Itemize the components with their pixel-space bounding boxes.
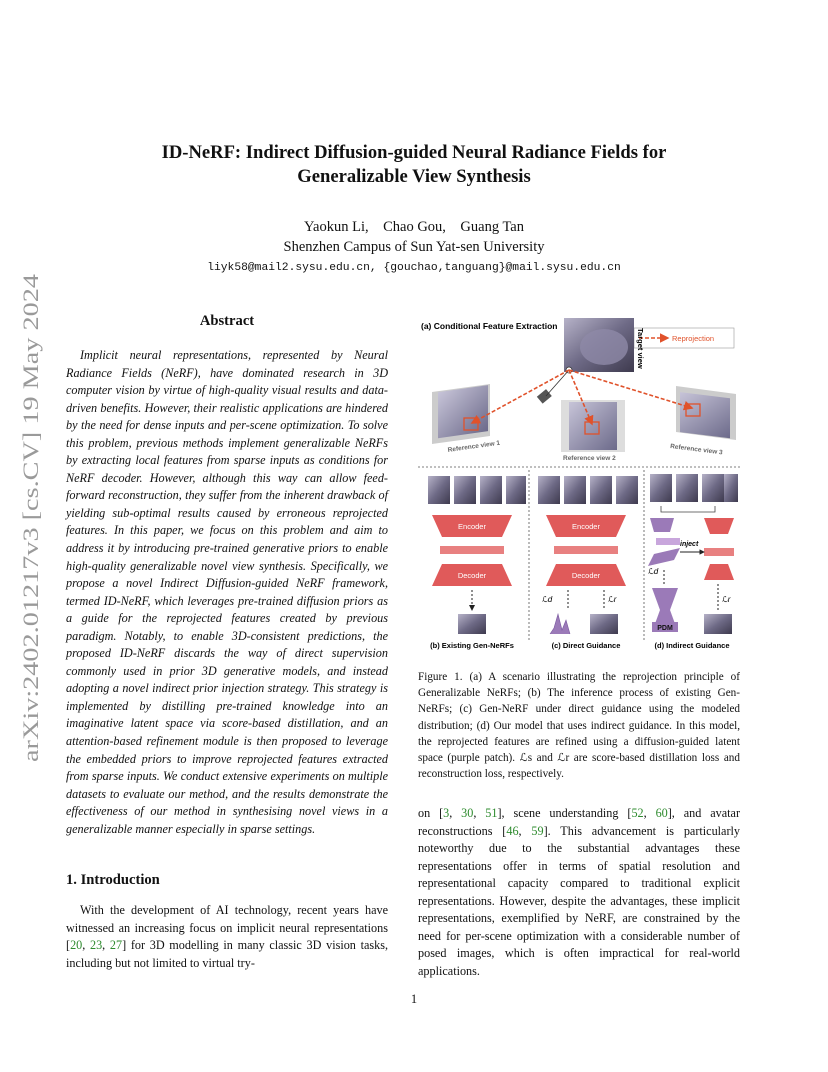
ref-view-2-image: [569, 402, 617, 450]
citation-link[interactable]: 27: [109, 938, 123, 953]
author-list: Yaokun Li, Chao Gou, Guang Tan: [304, 219, 524, 235]
affiliation: Shenzhen Campus of Sun Yat-sen University: [283, 239, 545, 255]
citation-link[interactable]: 52: [631, 806, 644, 820]
citation-link[interactable]: 23: [89, 938, 103, 953]
input-thumbnail: [564, 476, 586, 504]
decoder-label: Decoder: [457, 571, 487, 580]
feature-bar: [704, 548, 734, 556]
feature-bar: [656, 538, 680, 545]
target-view-label: Target view: [636, 328, 645, 369]
intro-text: With the development of AI technology, recent years have witnessed an increasing focus on implicit neural representations [: [66, 903, 388, 953]
ref-view-3-label: Reference view 3: [669, 443, 723, 457]
output-thumbnail: [458, 614, 486, 634]
input-thumbnail: [702, 474, 724, 502]
loss-d-label: ℒd: [648, 567, 659, 576]
intro-body: [66, 902, 388, 972]
ref-view-1-label: Reference view 1: [447, 439, 501, 454]
abstract-text: Implicit neural representations, represented by Neural Radiance Fields (NeRF), have dominated research in 3D computer vision by virtue of high-quality visual results and data-driven benefits. However, their realistic applications are hindered by the need for dense inputs and per-scene optimization. To solve this problem, previous methods implement generalizable NeRFs by extracting local features from sparse inputs as conditions for NeRF decoder. However, although this way can allow feed-forward reconstruction, they suffer from the inherent drawback of yielding sub-optimal results caused by erroneous reprojected features. In this paper, we focus on this problem and aim to address it by introducing pre-trained generative priors to enable high-quality generalizable novel view synthesis. Specifically, we propose a novel Indirect Diffusion-guided NeRF framework, termed ID-NeRF, which leverages pre-trained diffusion priors as a guide for the reprojected features created by previous paradigm. Notably, to enable 3D-consistent predictions, the proposed ID-NeRF discards the way of direct supervision commonly used in prior 3D generative models, and instead adopting a novel indirect prior injection strategy. This strategy is implemented by distilling pre-trained knowledge into an imaginative latent space via score-based distillation, and an attention-based refinement module is then proposed to leverage the embedded priors to improve reprojected features extracted from sparse inputs. We conduct extensive experiments on multiple datasets to evaluate our method, and the results demonstrate the effectiveness of our method in synthesising novel views in a generalizable manner especially in sparse settings.: [66, 348, 388, 836]
page-number: 1: [410, 992, 418, 1006]
arxiv-side-stamp: [8, 270, 48, 770]
abstract-heading: Abstract: [199, 313, 255, 329]
citation-link[interactable]: 51: [485, 806, 498, 820]
input-thumbnail: [590, 476, 612, 504]
citation-sep: ,: [473, 806, 486, 820]
body-text: ], scene understanding [: [497, 806, 632, 820]
input-thumbnail: [454, 476, 476, 504]
body-text: on [: [418, 806, 444, 820]
citation-link[interactable]: 20: [70, 938, 83, 953]
loss-d-label: ℒd: [542, 595, 553, 604]
panel-b-label: (b) Existing Gen-NeRFs: [430, 641, 514, 650]
intro-text: ] for 3D modelling in many classic 3D vision tasks, including but not limited to virtual try-: [66, 938, 388, 970]
panel-a-label: (a) Conditional Feature Extraction: [421, 321, 558, 331]
input-thumbnail: [724, 474, 738, 502]
latent-patch: [648, 548, 680, 566]
encoder-block: [704, 518, 734, 534]
author-emails: liyk58@mail2.sysu.edu.cn, {gouchao,tanguang}@mail.sysu.edu.cn: [207, 262, 621, 274]
pdm-label: PDM: [657, 625, 673, 632]
camera-ray: [546, 370, 569, 396]
panel-b: [428, 476, 526, 650]
figure-caption: Figure 1. (a) A scenario illustrating the reprojection principle of Generalizable NeRFs; (b) The inference process of existing Gen-NeRFs; (c) Gen-NeRF under direct guidance using the modeled distribution; (d) Our model that uses indirect guidance. In this model, the reprojected features are refined using a diffusion-guided latent space (purple patch). ℒs and ℒr are score-based distillation loss and reconstruction loss, respectively.: [418, 671, 740, 781]
paper-title: [60, 141, 768, 189]
input-thumbnail: [480, 476, 502, 504]
decoder-label: Decoder: [571, 571, 601, 580]
citation-link[interactable]: 30: [461, 806, 474, 820]
intro-paragraph: [66, 902, 388, 972]
citation-sep: ,: [102, 938, 110, 953]
arxiv-id: arXiv:2402.01217v3 [cs.CV] 19 May 2024: [18, 373, 43, 762]
encoder-label: Encoder: [458, 522, 486, 531]
panel-d: [648, 474, 738, 650]
legend-reprojection-label: Reprojection: [672, 334, 715, 343]
feature-bar: [554, 546, 618, 554]
citation-sep: ,: [82, 938, 90, 953]
ref-view-1-image: [438, 385, 488, 438]
bracket: [661, 506, 715, 512]
citation-link[interactable]: 59: [531, 823, 544, 838]
input-thumbnail: [650, 474, 672, 502]
abstract-body: [66, 347, 388, 838]
distribution-plot: [550, 614, 570, 634]
panel-c-label: (c) Direct Guidance: [551, 641, 621, 650]
citation-sep: ,: [449, 806, 462, 820]
citation-link[interactable]: 46: [506, 823, 519, 838]
intro-heading: 1. Introduction: [66, 872, 160, 888]
encoder-block: [650, 518, 674, 532]
panel-d-label: (d) Indirect Guidance: [654, 641, 730, 650]
citation-link[interactable]: 60: [655, 806, 668, 820]
loss-r-label: ℒr: [608, 595, 617, 604]
title-line-1: ID-NeRF: Indirect Diffusion-guided Neural Radiance Fields for: [161, 142, 667, 163]
ref-view-2-label: Reference view 2: [563, 455, 616, 462]
intro-continuation: [418, 805, 740, 980]
figure-1: [418, 314, 740, 654]
encoder-label: Encoder: [572, 522, 600, 531]
body-text: ]. This advancement is particularly noteworthy due to the substantial advantages these representations offer in terms of spatial resolution and representational capacity compared to traditional explicit representations. However, despite the advantages, these implicit representations, exemplified by NeRF, are constrained by the need for per-scene optimization with a considerable number of posed images, which is often impractical for real-world applications.: [418, 823, 741, 978]
right-column-body: [418, 805, 740, 980]
panel-c: [538, 476, 638, 650]
camera-icon: [537, 389, 552, 404]
title-line-2: Generalizable View Synthesis: [297, 166, 531, 187]
body-text: ], and avatar reconstructions [: [418, 806, 740, 838]
decoder-block: [704, 564, 734, 580]
target-view-image: [580, 329, 628, 365]
citation-link[interactable]: 3: [443, 806, 450, 820]
input-thumbnail: [676, 474, 698, 502]
citation-sep: ,: [643, 806, 656, 820]
input-thumbnail: [428, 476, 450, 504]
loss-r-label: ℒr: [722, 595, 731, 604]
feature-bar: [440, 546, 504, 554]
input-thumbnail: [616, 476, 638, 504]
pdm-block: [652, 588, 678, 610]
input-thumbnail: [538, 476, 560, 504]
output-thumbnail: [704, 614, 732, 634]
output-thumbnail: [590, 614, 618, 634]
citation-sep: ,: [518, 823, 532, 838]
input-thumbnail: [506, 476, 526, 504]
ref-view-3-image: [680, 392, 730, 438]
inject-label: inject: [680, 541, 699, 548]
